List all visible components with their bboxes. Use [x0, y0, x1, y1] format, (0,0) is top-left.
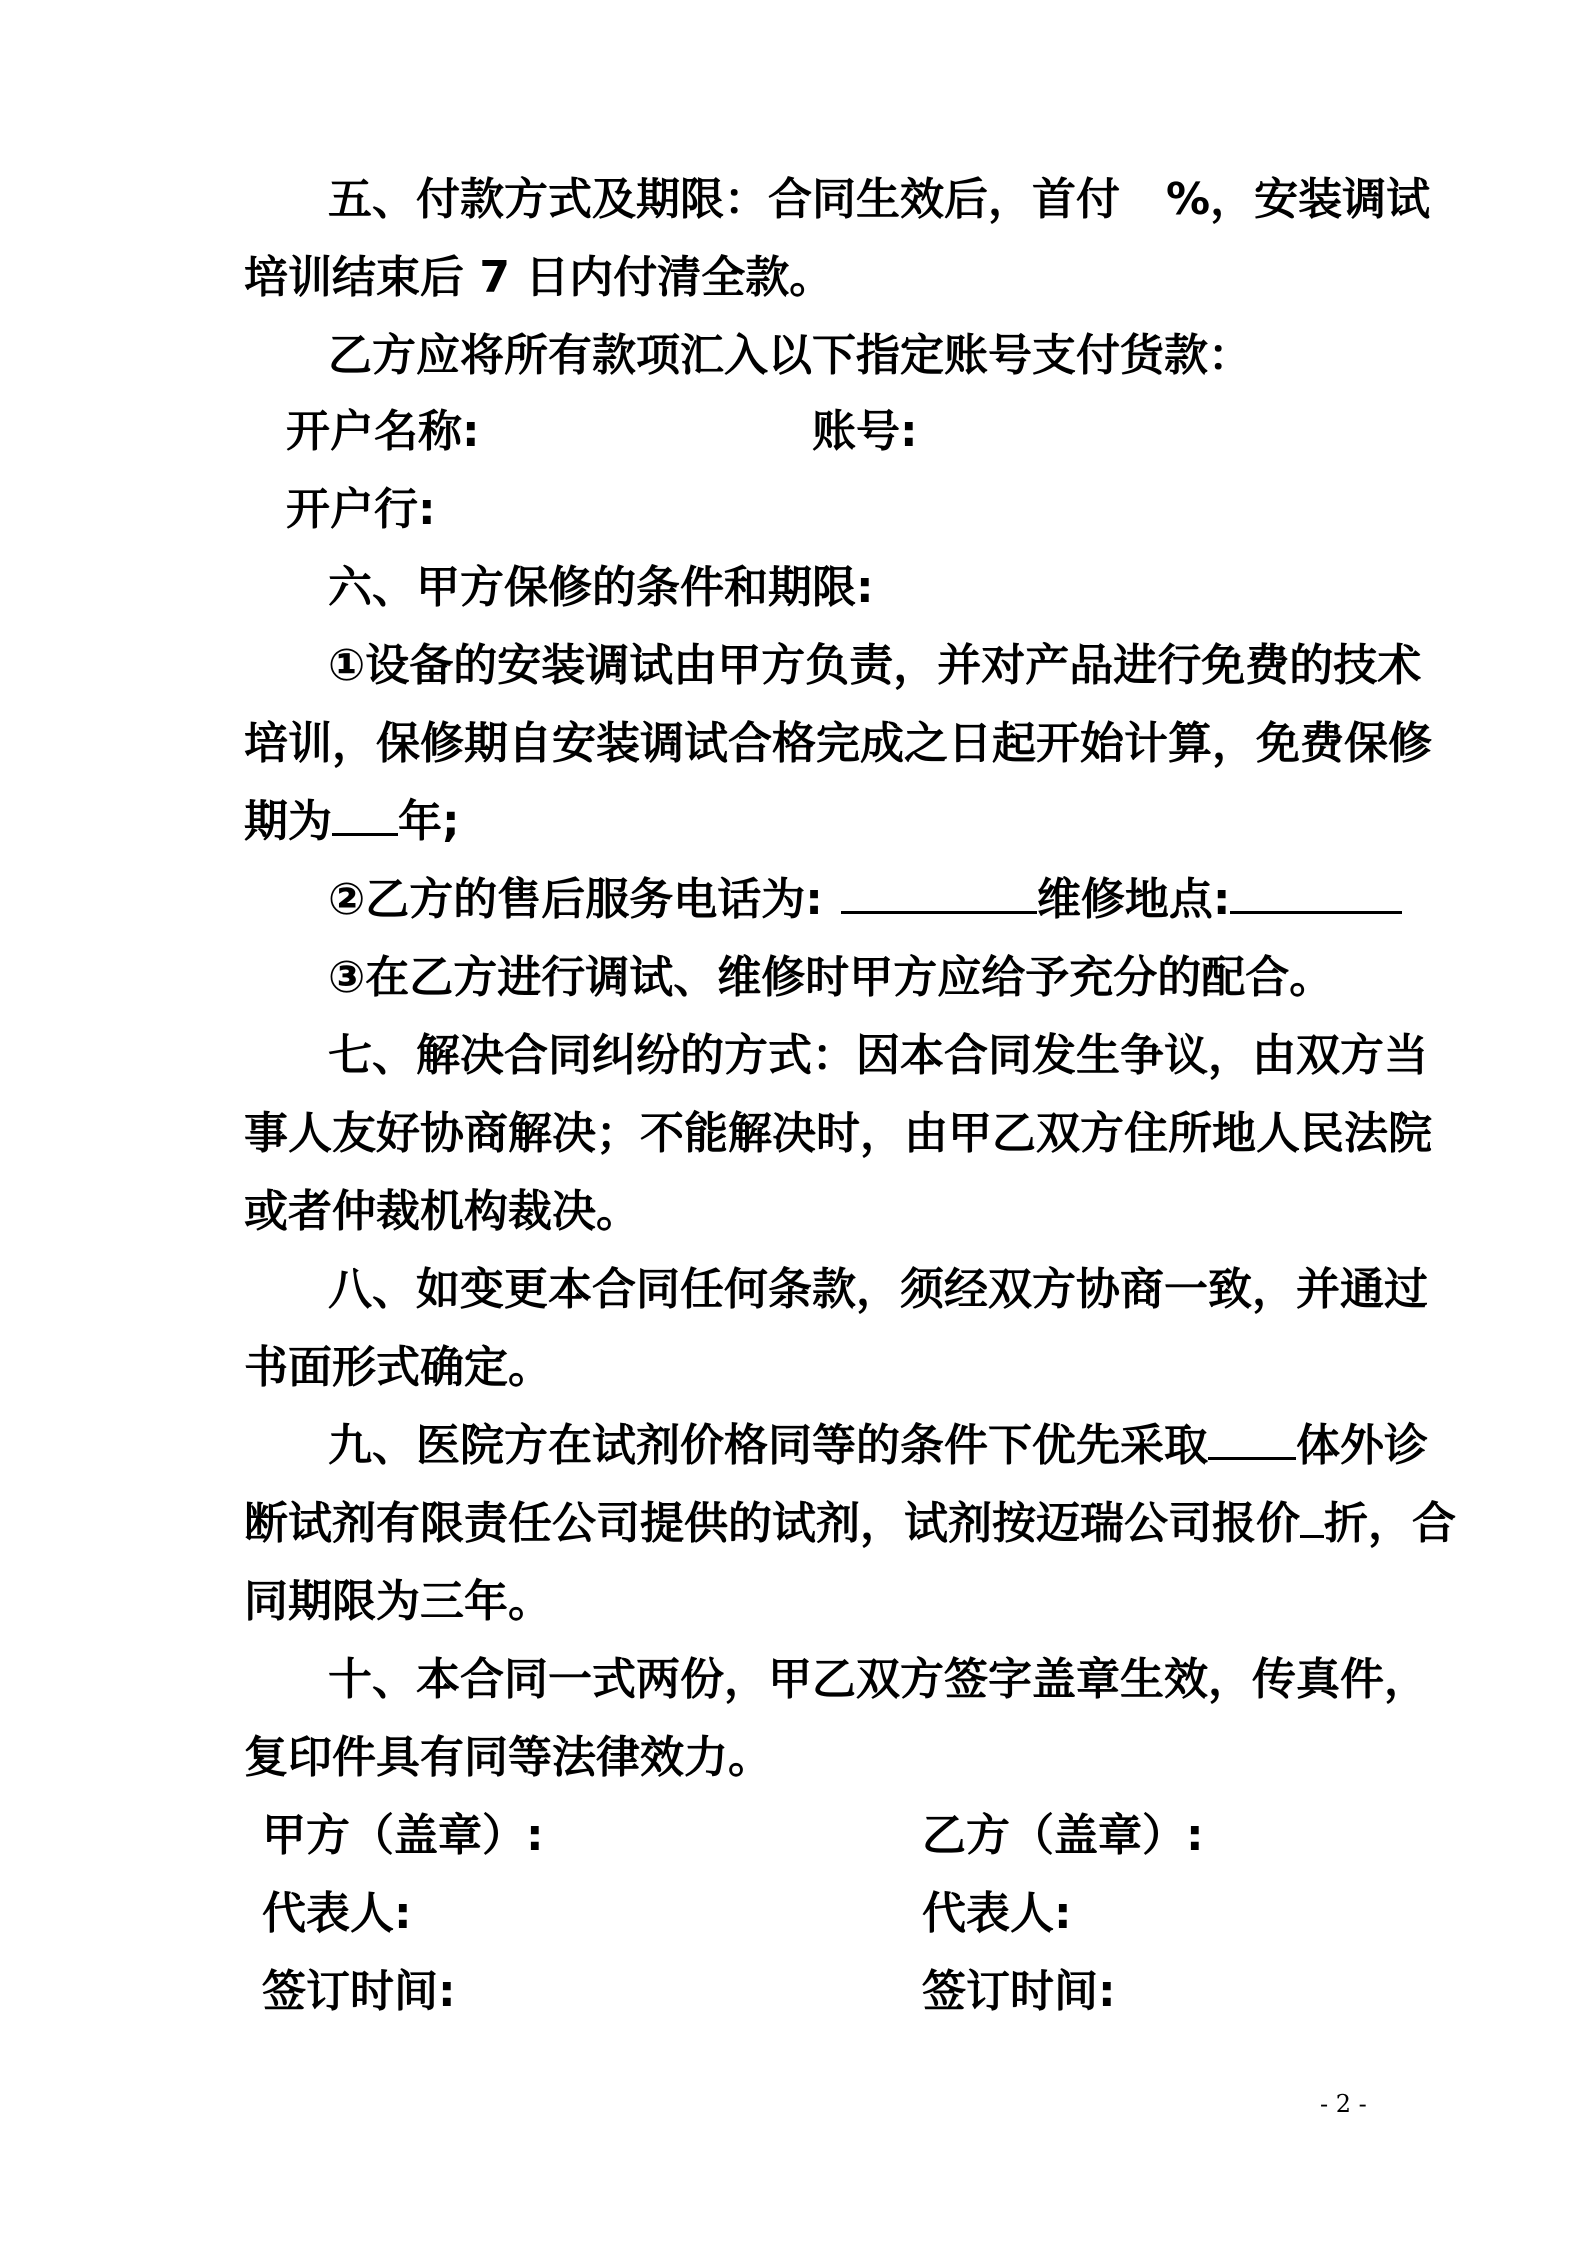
repair-location-label: 维修地点: — [1036, 874, 1231, 925]
section-9-line-3: 同期限为三年。 — [244, 1576, 552, 1627]
section-9-prefix: 九、医院方在试剂价格同等的条件下优先采取 — [328, 1420, 1208, 1471]
account-number-label: 账号: — [812, 406, 918, 457]
section-9-line-1 — [328, 1416, 1428, 1476]
section-5-line-2: 培训结束后 7 日内付清全款。 — [244, 252, 834, 303]
section-6-item-3: ③在乙方进行调试、维修时甲方应给予充分的配合。 — [328, 952, 1334, 1003]
service-phone-label: ②乙方的售后服务电话为: — [328, 874, 823, 925]
warranty-suffix: 年; — [398, 796, 460, 847]
section-10-line-2: 复印件具有同等法律效力。 — [244, 1732, 772, 1783]
party-a-seal-label: 甲方（盖章）: — [262, 1810, 544, 1861]
section-7-line-2: 事人友好协商解决；不能解决时，由甲乙双方住所地人民法院 — [244, 1108, 1432, 1159]
section-8-line-1: 八、如变更本合同任何条款，须经双方协商一致，并通过 — [328, 1264, 1428, 1315]
warranty-prefix: 期为 — [244, 796, 332, 847]
warranty-years-blank — [332, 793, 398, 836]
discount-blank — [1300, 1495, 1324, 1538]
section-7-line-1: 七、解决合同纠纷的方式：因本合同发生争议，由双方当 — [328, 1030, 1428, 1081]
section-8-line-2: 书面形式确定。 — [244, 1342, 552, 1393]
section-7-line-3: 或者仲裁机构裁决。 — [244, 1186, 640, 1237]
section-10-line-1: 十、本合同一式两份，甲乙双方签字盖章生效，传真件， — [328, 1654, 1428, 1705]
section-9-line-2 — [244, 1494, 1456, 1554]
account-name-label: 开户名称: — [286, 406, 480, 457]
service-phone-blank — [841, 871, 1037, 914]
section-5-title: 五、付款方式及期限：合同生效后，首付 — [328, 174, 1120, 225]
section-6-item-1-line-3 — [244, 792, 1356, 852]
section-5-line-1 — [328, 170, 1431, 230]
party-b-date-label: 签订时间: — [922, 1966, 1116, 2017]
section-9-discount-text: 折，合 — [1324, 1498, 1456, 1549]
party-a-date-label: 签订时间: — [262, 1966, 456, 2017]
page-number: - 2 - — [1320, 2090, 1367, 2118]
section-6-title: 六、甲方保修的条件和期限: — [328, 562, 874, 613]
repair-location-blank — [1230, 871, 1402, 914]
supplier-name-blank — [1208, 1417, 1296, 1460]
section-9-price-text: 断试剂有限责任公司提供的试剂，试剂按迈瑞公司报价 — [244, 1498, 1300, 1549]
section-5-percent-text: %，安装调试 — [1166, 174, 1431, 225]
party-b-seal-label: 乙方（盖章）: — [922, 1810, 1204, 1861]
section-6-item-2 — [328, 870, 1356, 930]
section-6-item-1-line-2: 培训，保修期自安装调试合格完成之日起开始计算，免费保修 — [244, 718, 1432, 769]
bank-label: 开户行: — [286, 484, 436, 535]
section-5-account-note: 乙方应将所有款项汇入以下指定账号支付货款： — [328, 330, 1252, 381]
party-a-representative-label: 代表人: — [262, 1888, 412, 1939]
section-9-product: 体外诊 — [1296, 1420, 1428, 1471]
section-6-item-1-line-1: ①设备的安装调试由甲方负责，并对产品进行免费的技术 — [328, 640, 1422, 691]
party-b-representative-label: 代表人: — [922, 1888, 1072, 1939]
